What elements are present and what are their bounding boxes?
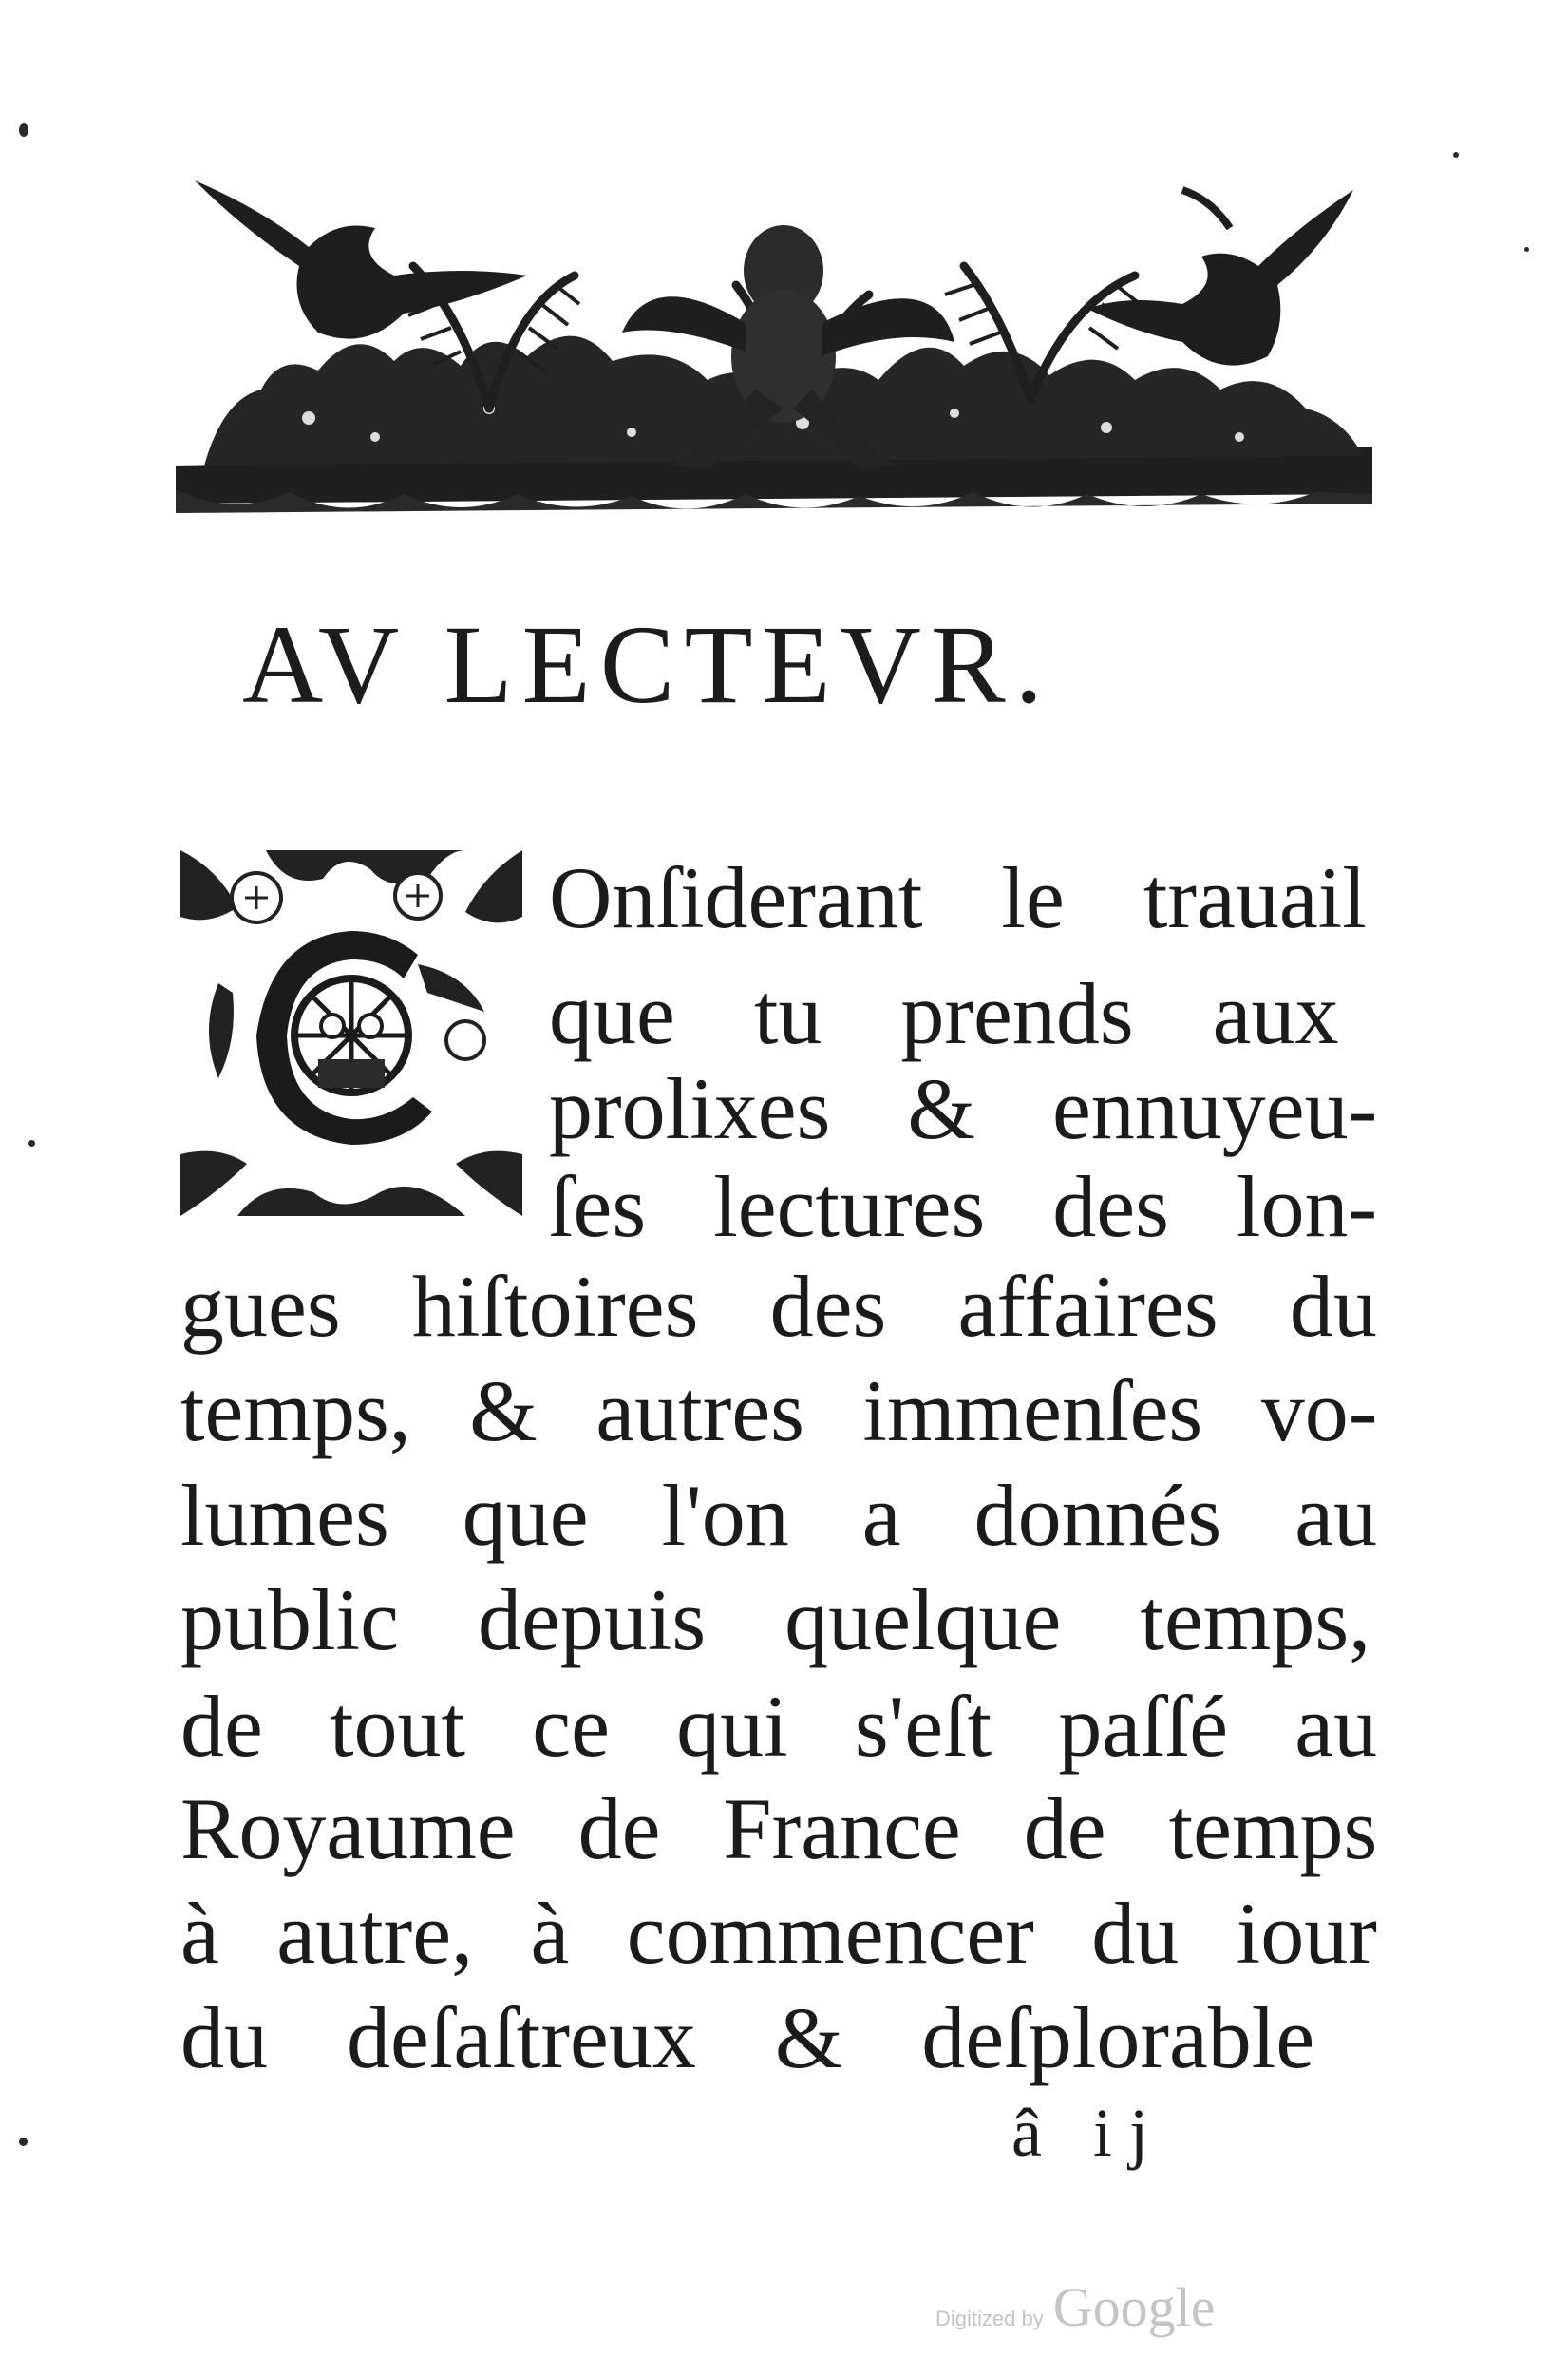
text-line-7: lumes que l'on a donnés au [180, 1467, 1378, 1564]
text-line-4: ſes lectures des lon- [549, 1158, 1378, 1255]
text-line-10: Royaume de France de temps [180, 1780, 1378, 1877]
dropcap-initial [180, 850, 522, 1216]
text-line-5: gues hiſtoires des affaires du [180, 1258, 1377, 1355]
ink-speck [1453, 152, 1459, 158]
text-line-8: public depuis quelque temps, [180, 1571, 1371, 1668]
digitized-watermark [935, 2275, 1215, 2351]
watermark-brand: Google [1052, 2276, 1216, 2338]
ink-speck [19, 124, 28, 137]
text-line-12: du deſaſtreux & deſplorable [180, 1989, 1315, 2086]
woodcut-headpiece [176, 162, 1372, 527]
text-line-1: Onſiderant le trauail [549, 849, 1367, 946]
page-heading: AV LECTEVR. [242, 602, 1053, 727]
text-line-3: prolixes & ennuyeu- [549, 1060, 1378, 1157]
catchword: â ij [1011, 2095, 1165, 2171]
ink-speck [1524, 247, 1529, 252]
text-line-6: temps, & autres immenſes vo- [180, 1362, 1378, 1459]
text-line-2: que tu prends aux [549, 965, 1339, 1062]
text-line-11: à autre, à commencer du iour [180, 1885, 1377, 1982]
ink-speck [28, 1140, 35, 1147]
ink-speck [19, 2138, 28, 2146]
text-line-9: de tout ce qui s'eſt paſſé au [180, 1678, 1378, 1775]
watermark-prefix: Digitized by [935, 2307, 1044, 2330]
